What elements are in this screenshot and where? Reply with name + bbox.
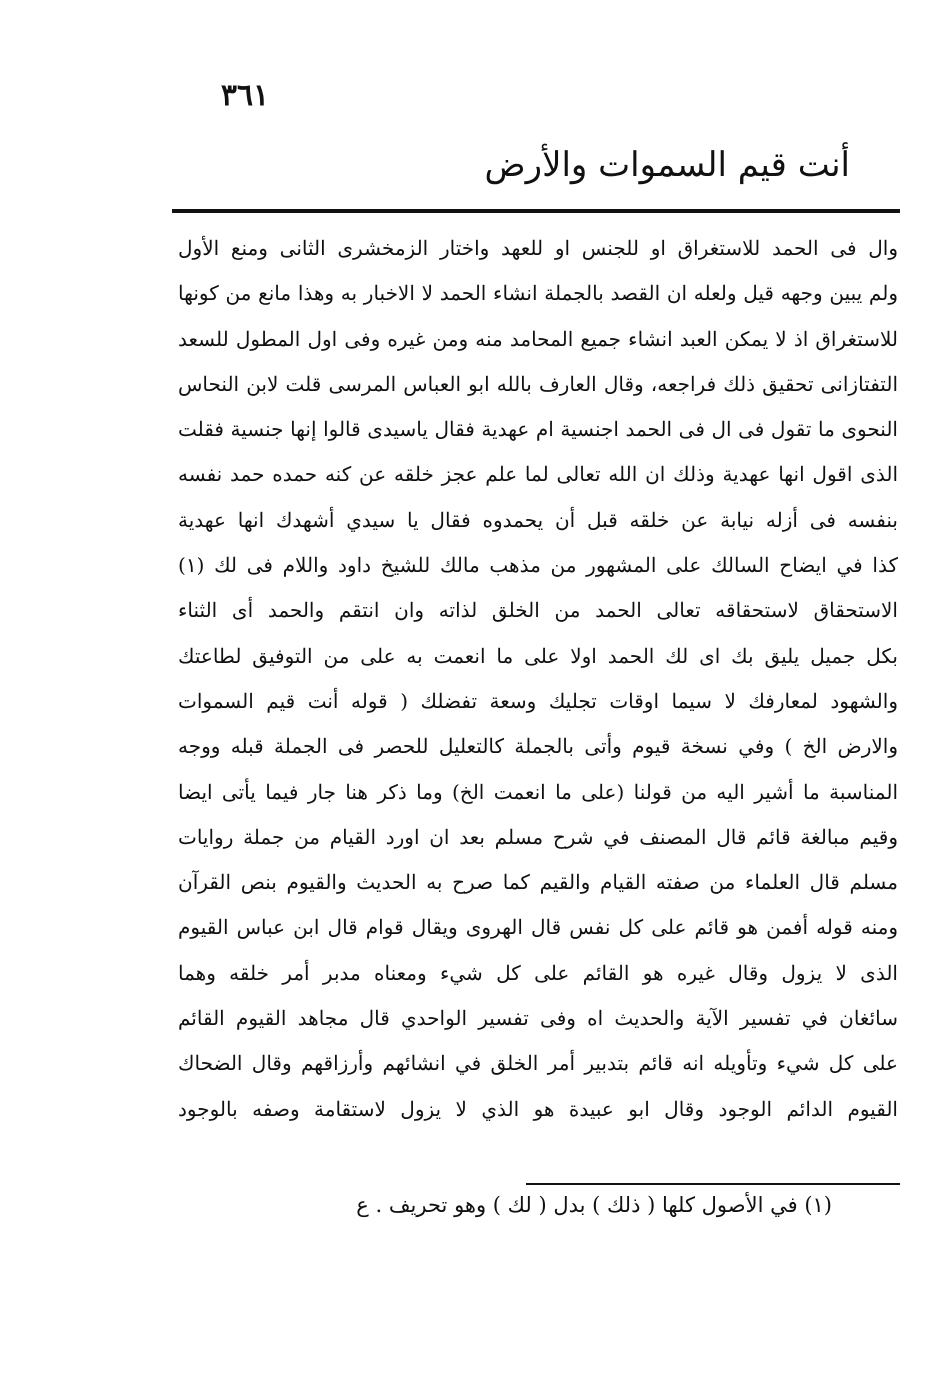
text-line: المناسبة ما أشير اليه من قولنا (على ما انعمت الخ) وما ذكر هنا جار فيما يأتى ايضا — [178, 779, 898, 804]
text-line: الاستحقاق لاستحقاقه تعالى الحمد من الخلق لذاته وان انتقم والحمد أى الثناء — [178, 598, 898, 623]
page-number: ٣٦١ — [220, 78, 270, 113]
body-text — [178, 226, 898, 1132]
text-line: للاستغراق اذ لا يمكن العبد انشاء جميع المحامد منه ومن غيره وفى اول المطول للسعد — [178, 326, 898, 351]
footnote: (١) في الأصول كلها ( ذلك ) بدل ( لك ) وهو تحريف . ع — [356, 1193, 832, 1217]
text-line: كذا في ايضاح السالك على المشهور من مذهب مالك للشيخ داود واللام فى لك (١) — [178, 553, 898, 578]
text-line: والارض الخ ) وفي نسخة قيوم وأتى بالجملة كالتعليل للحصر فى الجملة قبله ووجه — [178, 734, 898, 759]
text-line: الذى لا يزول وقال غيره هو القائم على كل شيء ومعناه مدبر أمر خلقه وهما — [178, 960, 898, 985]
text-line: القيوم الدائم الوجود وقال ابو عبيدة هو الذي لا يزول لاستقامة وصفه بالوجود — [178, 1096, 898, 1121]
text-line: النحوى ما تقول فى ال فى الحمد اجنسية ام عهدية فقال ياسيدى قالوا إنها جنسية فقلت — [178, 417, 898, 442]
text-line: وال فى الحمد للاستغراق او للجنس او للعهد واختار الزمخشرى الثانى ومنع الأول — [178, 236, 898, 260]
text-line: ولم يبين وجهه قيل ولعله ان القصد بالجملة انشاء الحمد لا الاخبار به وهذا مانع من كونها — [178, 281, 898, 306]
text-line: مسلم قال العلماء من صفته القيام والقيم كما صرح به الحديث والقيوم بنص القرآن — [178, 870, 898, 895]
text-line: على كل شيء وتأويله انه قائم بتدبير أمر الخلق في انشائهم وأرزاقهم وقال الضحاك — [178, 1051, 898, 1076]
text-line: الذى اقول انها عهدية وذلك ان الله تعالى لما علم عجز خلقه عن كنه حمده حمد نفسه — [178, 462, 898, 487]
text-line: بنفسه فى أزله نيابة عن خلقه قبل أن يحمدوه فقال يا سيدي أشهدك انها عهدية — [178, 507, 898, 532]
text-line: بكل جميل يليق بك اى لك الحمد اولا على ما انعمت به على من التوفيق لطاعتك — [178, 643, 898, 668]
page-header-title: أنت قيم السموات والأرض — [484, 145, 850, 185]
text-line: والشهود لمعارفك لا سيما اوقات تجليك وسعة تفضلك ( قوله أنت قيم السموات — [178, 688, 898, 713]
footnote-rule — [526, 1183, 900, 1185]
text-line: سائغان في تفسير الآية والحديث اه وفى تفسير الواحدي قال مجاهد القيوم القائم — [178, 1006, 898, 1031]
text-line: التفتازانى تحقيق ذلك فراجعه، وقال العارف بالله ابو العباس المرسى قلت لابن النحاس — [178, 371, 898, 396]
text-line: وقيم مبالغة قائم قال المصنف في شرح مسلم بعد ان اورد القيام من جملة روايات — [178, 824, 898, 849]
text-line: ومنه قوله أفمن هو قائم على كل نفس قال الهروى ويقال قوام قال ابن عباس القيوم — [178, 915, 898, 940]
header-rule — [172, 209, 900, 213]
